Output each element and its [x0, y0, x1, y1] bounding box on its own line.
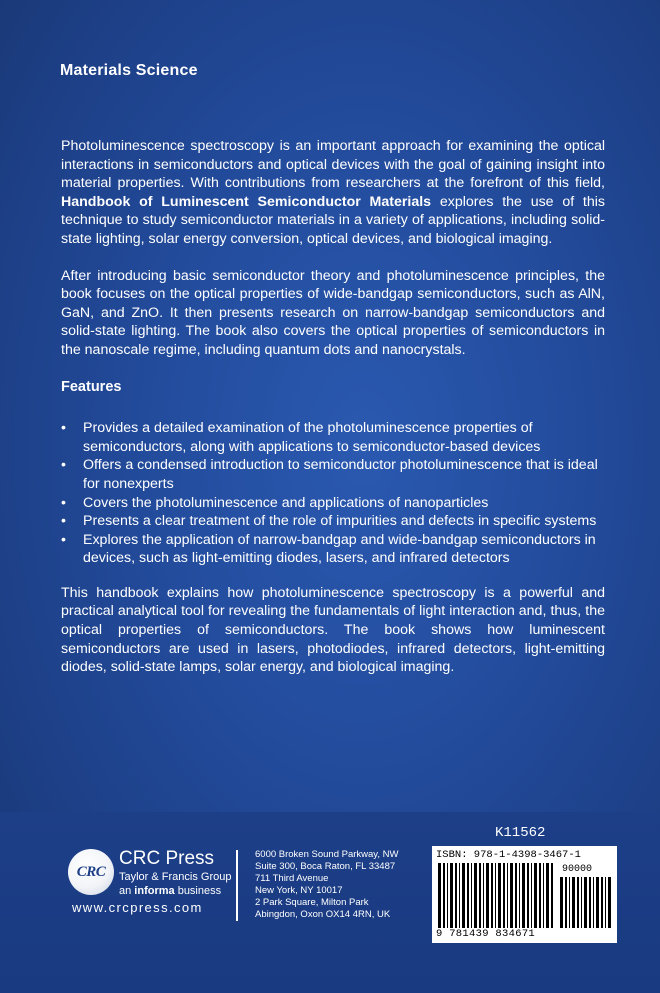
feature-text: Explores the application of narrow-bandgap and wide-bandgap semiconductors in devices, such as light-emitting diodes, lasers, and infrared detectors: [83, 531, 596, 567]
product-code: K11562: [495, 825, 546, 841]
barcode-bar: [531, 863, 532, 928]
barcode-bar: [593, 877, 594, 928]
bullet-icon: •: [61, 494, 66, 511]
barcode-bar: [565, 877, 567, 928]
bullet-icon: •: [61, 513, 66, 530]
barcode-bar: [539, 863, 541, 928]
address-line: 711 Third Avenue: [255, 873, 329, 884]
barcode-bar: [467, 863, 469, 928]
business-prefix: an: [119, 885, 135, 897]
barcode-bar: [577, 877, 579, 928]
barcode-bar: [543, 863, 544, 928]
blurb-paragraph-2: After introducing basic semiconductor theory and photoluminescence principles, the book focuses on the optical properties of wide-bandgap semiconductors, such as AlN, GaN, and ZnO. It then presents research on narrow-bandgap semiconductors and solid-state lighting. The book also covers the optical properties of semiconductors in the nanoscale regime, including quantum dots and nanocrystals.: [61, 267, 605, 358]
address-line: Abingdon, Oxon OX14 4RN, UK: [255, 908, 391, 920]
barcode-bar: [507, 863, 508, 928]
barcode-bar: [438, 863, 441, 928]
subject-category: Materials Science: [60, 62, 198, 79]
barcode-bar: [569, 877, 570, 928]
barcode-bar: [596, 877, 599, 928]
barcode-bar: [479, 863, 481, 928]
price-code: 90000: [562, 864, 593, 875]
barcode-bar: [605, 877, 606, 928]
barcode-bar: [527, 863, 529, 928]
barcode-bar: [447, 863, 448, 928]
barcode-bar: [503, 863, 505, 928]
barcode-bar: [462, 863, 465, 928]
bullet-icon: •: [61, 531, 66, 548]
blurb-content: [61, 137, 605, 695]
barcode-bar: [589, 877, 591, 928]
blurb-paragraph-1: [61, 137, 605, 249]
barcode-bar: [608, 877, 611, 928]
barcode-bar: [534, 863, 537, 928]
crc-logo-icon: [68, 849, 114, 895]
barcode-bar: [515, 863, 517, 928]
ean-number: 9 781439 834671: [436, 928, 536, 940]
feature-item: [61, 419, 605, 456]
blurb-text: Photoluminescence spectroscopy is an important approach for examining the optical interactions in semiconductors and optical devices with the goal of gaining insight into material properties. With contributions from researchers at the forefront of this field,: [61, 138, 605, 192]
barcode-bar: [443, 863, 445, 928]
barcode-bar: [486, 863, 489, 928]
address-line: New York, NY 10017: [255, 884, 343, 896]
barcode-bar: [483, 863, 484, 928]
feature-text: Covers the photoluminescence and applications of nanoparticles: [83, 494, 489, 511]
blurb-paragraph-3: This handbook explains how photoluminescence spectroscopy is a powerful and practical analytical tool for revealing the fundamentals of light interaction and, thus, the optical properties of semiconductors. The book shows how luminescent semiconductors are used in lasers, photodiodes, infrared detectors, light-emitting diodes, solid-state lamps, solar energy, and biological imaging.: [61, 584, 605, 676]
publisher-group: Taylor & Francis Group: [119, 871, 232, 883]
barcode-bar: [495, 863, 496, 928]
book-title: Handbook of Luminescent Semiconductor Materials: [61, 193, 432, 210]
barcode-bar: [510, 863, 513, 928]
feature-item: [61, 531, 605, 568]
publisher-addresses: [255, 849, 398, 920]
barcode-bar: [471, 863, 472, 928]
address-line: Suite 300, Boca Raton, FL 33487: [255, 860, 396, 872]
feature-item: [61, 494, 605, 513]
feature-text: Offers a condensed introduction to semiconductor photoluminescence that is ideal for nonexperts: [83, 457, 598, 492]
feature-item: [61, 456, 605, 493]
publisher-name: CRC Press: [119, 848, 215, 869]
publisher-divider: [236, 850, 238, 921]
feature-item: [61, 512, 605, 531]
blurb-text: explores the use of this technique to study semiconductor materials in a variety of applications, including solid-state lighting, solar energy conversion, optical devices, and biological imaging.: [61, 193, 605, 247]
barcode-bar: [581, 877, 582, 928]
barcode-bar: [522, 863, 525, 928]
barcode-bar: [560, 877, 563, 928]
barcode-bar: [455, 863, 457, 928]
barcode-bar: [584, 877, 587, 928]
publisher-business-line: [119, 884, 221, 898]
barcode-bar: [546, 863, 549, 928]
barcode-panel: [432, 846, 617, 943]
address-line: 2 Park Square, Milton Park: [255, 897, 369, 908]
publisher-url: www.crcpress.com: [72, 900, 203, 915]
address-line: 6000 Broken Sound Parkway, NW: [255, 849, 399, 860]
feature-text: Presents a clear treatment of the role of impurities and defects in specific systems: [83, 513, 597, 530]
barcode-bar: [459, 863, 460, 928]
barcode-bar: [551, 863, 553, 928]
informa-wordmark: informa: [134, 885, 175, 897]
barcode-bar: [474, 863, 477, 928]
feature-text: Provides a detailed examination of the photoluminescence properties of semiconductors, along with applications to semiconductor-based devices: [83, 420, 541, 455]
features-list: [61, 419, 605, 568]
isbn-label: ISBN: 978-1-4398-3467-1: [436, 849, 581, 861]
business-suffix: business: [174, 885, 222, 897]
barcode-bar: [491, 863, 493, 928]
barcode-bar: [572, 877, 575, 928]
barcode-bar: [601, 877, 603, 928]
bullet-icon: •: [61, 420, 66, 437]
barcode-bar: [450, 863, 453, 928]
features-heading: Features: [61, 378, 122, 395]
bullet-icon: •: [61, 457, 66, 474]
barcode-bar: [519, 863, 520, 928]
barcode-bar: [498, 863, 501, 928]
logo-text: CRC: [76, 863, 106, 880]
